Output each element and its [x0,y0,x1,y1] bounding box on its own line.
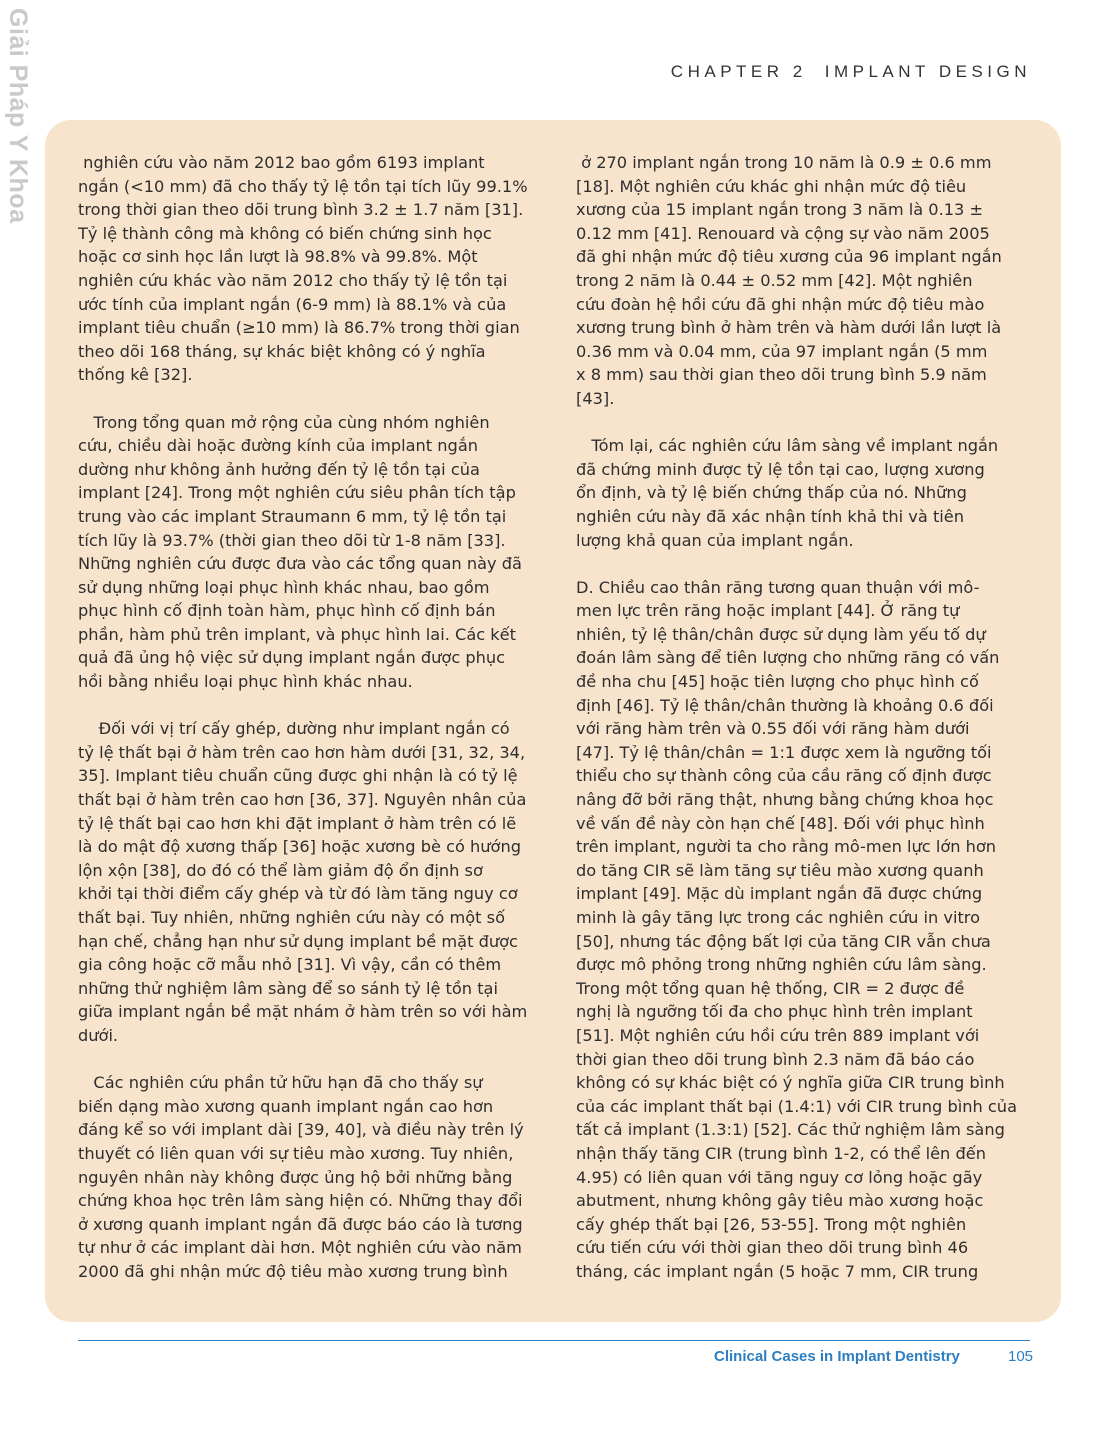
paragraph-gap [78,1048,534,1072]
text-line: về vấn đề này còn hạn chế [48]. Đối với phục hình [576,813,985,833]
text-line: nghiên cứu khác vào năm 2012 cho thấy tỷ lệ tồn tại [78,270,508,290]
text-line: nghị là ngưỡng tối đa cho phục hình trên implant [576,1002,973,1022]
text-line: nhiên, tỷ lệ thân/chân được sử dụng làm yếu tố dự [576,624,986,644]
text-line: nghiên cứu vào năm 2012 bao gồm 6193 implant [78,153,485,172]
text-line: nguyên nhân này không được ủng hộ bởi những bằng [78,1167,513,1187]
text-line: nhận thấy tăng CIR (trung bình 1-2, có thể lên đến [576,1143,986,1163]
text-line: đã ghi nhận mức độ tiêu xương của 96 implant ngắn [576,247,1002,267]
text-line: ổn định, và tỷ lệ biến chứng thấp của nó. Những [576,483,967,503]
text-line: D. Chiều cao thân răng tương quan thuận với mô- [576,577,980,597]
text-line: thuyết có liên quan với sự tiêu mào xương. Tuy nhiên, [78,1143,514,1163]
text-line: biến dạng mào xương quanh implant ngắn cao hơn [78,1096,494,1116]
text-line: 0.12 mm [41]. Renouard và cộng sự vào năm 2005 [576,223,990,243]
text-line: men lực trên răng hoặc implant [44]. Ở răng tự [576,601,960,621]
text-line: xương của 15 implant ngắn trong 3 năm là 0.13 ± [576,200,984,220]
text-line: thiểu cho sự thành công của cầu răng cố định được [576,766,992,786]
text-line: tự như ở các implant dài hơn. Một nghiên cứu vào năm [78,1238,522,1258]
watermark: Giải Pháp Y Khoa [4,8,32,224]
text-line: tháng, các implant ngắn (5 hoặc 7 mm, CIR trung [576,1261,979,1281]
footer-book-title: Clinical Cases in Implant Dentistry [714,1348,960,1365]
text-line: phần, hàm phủ trên implant, và phục hình lai. Các kết [78,624,516,644]
text-line: là do mật độ xương thấp [36] hoặc xương bè có hướng [78,837,521,857]
text-line: implant tiêu chuẩn (≥10 mm) là 86.7% trong thời gian [78,318,520,338]
text-line: thống kê [32]. [78,365,193,385]
text-line: [51]. Một nghiên cứu hồi cứu trên 889 implant với [576,1025,980,1045]
right-column [576,151,1016,1284]
text-line: hồi bằng nhiều loại phục hình khác nhau. [78,672,413,692]
text-line: thất bại ở hàm trên cao hơn [36, 37]. Nguyên nhân của [78,790,527,810]
paragraph-gap [576,411,1016,435]
running-head [671,62,1031,82]
text-line: chứng khoa học trên lâm sàng hiện có. Những thay đổi [78,1191,523,1211]
text-line: xương trung bình ở hàm trên và hàm dưới lần lượt là [576,318,1002,338]
text-line: nghiên cứu này đã xác nhận tính khả thi và tiên [576,506,965,526]
text-line: Tóm lại, các nghiên cứu lâm sàng về implant ngắn [576,436,999,456]
text-line: cứu, chiều dài hoặc đường kính của implant ngắn [78,436,479,456]
text-line: trên implant, người ta cho rằng mô-men lực lớn hơn [576,837,997,857]
text-line: [50], nhưng tác động bất lợi của tăng CIR vẫn chưa [576,931,991,951]
text-line: của các implant thất bại (1.4:1) với CIR trung bình của [576,1096,1017,1116]
paragraph-gap [576,552,1016,576]
text-line: ước tính của implant ngắn (6-9 mm) là 88.1% và của [78,294,507,314]
text-line: khởi tại thời điểm cấy ghép và từ đó làm tăng nguy cơ [78,884,518,904]
text-line: Trong một tổng quan hệ thống, CIR = 2 được đề [576,978,965,998]
text-line: dường như không ảnh hưởng đến tỷ lệ tồn tại của [78,459,480,479]
text-line: hạn chế, chẳng hạn như sử dụng implant bề mặt được [78,931,518,951]
text-line: ở xương quanh implant ngắn đã được báo cáo là tương [78,1214,523,1234]
text-line: giữa implant ngắn bề mặt nhám ở hàm trên so với hàm [78,1002,528,1022]
text-line: implant [24]. Trong một nghiên cứu siêu phân tích tập [78,483,516,503]
text-line: trung vào các implant Straumann 6 mm, tỷ lệ tồn tại [78,506,507,526]
text-line: Các nghiên cứu phần tử hữu hạn đã cho thấy sự [78,1073,483,1093]
text-line: đáng kể so với implant dài [39, 40], và điều này trên lý [78,1120,524,1140]
text-line: x 8 mm) sau thời gian theo dõi trung bình 5.9 năm [576,365,987,385]
text-line: 4.95) có liên quan với tăng nguy cơ lỏng hoặc gãy [576,1167,983,1187]
text-line: ngắn (<10 mm) đã cho thấy tỷ lệ tồn tại tích lũy 99.1% [78,176,528,196]
text-line: cứu đoàn hệ hồi cứu đã ghi nhận mức độ tiêu mào [576,294,985,314]
text-line: tích lũy là 93.7% (thời gian theo dõi từ 1-8 năm [33]. [78,530,506,550]
text-line: Đối với vị trí cấy ghép, dường như implant ngắn có [78,719,510,739]
text-line: tỷ lệ thất bại ở hàm trên cao hơn hàm dưới [31, 32, 34, [78,742,526,762]
text-line: đoán lâm sàng để tiên lượng cho những răng có vấn [576,648,1000,668]
page-number: 105 [1008,1348,1034,1365]
text-line: 2000 đã ghi nhận mức độ tiêu mào xương trung bình [78,1261,508,1281]
text-line: được mô phỏng trong những nghiên cứu lâm sàng. [576,955,987,975]
text-line: thời gian theo dõi trung bình 2.3 năm đã báo cáo [576,1049,975,1069]
text-line: [47]. Tỷ lệ thân/chân = 1:1 được xem là ngưỡng tối [576,742,992,762]
text-line: do tăng CIR sẽ làm tăng sự tiêu mào xương quanh [576,860,984,880]
text-line: minh là gây tăng lực trong các nghiên cứu in vitro [576,908,981,927]
text-line: 0.36 mm và 0.04 mm, của 97 implant ngắn (5 mm [576,341,988,361]
text-line: dưới. [78,1025,119,1045]
text-line: nâng đỡ bởi răng thật, nhưng bằng chứng khoa học [576,790,994,810]
text-line: abutment, nhưng không gây tiêu mào xương hoặc [576,1191,984,1211]
text-line: trong 2 năm là 0.44 ± 0.52 mm [42]. Một nghiên [576,270,973,290]
text-line: ở 270 implant ngắn trong 10 năm là 0.9 ± 0.6 mm [576,153,992,172]
text-line: [43]. [576,388,615,408]
text-line: thất bại. Tuy nhiên, những nghiên cứu này có một số [78,908,505,927]
text-line: tất cả implant (1.3:1) [52]. Các thử nghiệm lâm sàng [576,1120,1005,1140]
text-line: lượng khả quan của implant ngắn. [576,530,854,550]
text-line: định [46]. Tỷ lệ thân/chân thường là khoảng 0.6 đối [576,695,994,715]
text-line: không có sự khác biệt có ý nghĩa giữa CIR trung bình [576,1073,1005,1093]
text-line: Tỷ lệ thành công mà không có biến chứng sinh học [78,223,492,243]
text-line: cứu tiến cứu với thời gian theo dõi trung bình 46 [576,1238,969,1258]
text-line: phục hình cố định toàn hàm, phục hình cố định bán [78,601,496,621]
text-line: gia công hoặc cỡ mẫu nhỏ [31]. Vì vậy, cần có thêm [78,955,502,975]
text-line: cấy ghép thất bại [26, 53-55]. Trong một nghiên [576,1214,967,1234]
text-line: quả đã ủng hộ việc sử dụng implant ngắn được phục [78,648,506,668]
text-line: 35]. Implant tiêu chuẩn cũng được ghi nhận là có tỷ lệ [78,766,518,786]
text-line: hoặc cơ sinh học lần lượt là 98.8% và 99.8%. Một [78,247,478,267]
paragraph-gap [78,694,534,718]
chapter-title: IMPLANT DESIGN [824,62,1031,81]
footer-divider [78,1340,1030,1341]
text-line: [18]. Một nghiên cứu khác ghi nhận mức độ tiêu [576,176,967,196]
text-line: theo dõi 168 tháng, sự khác biệt không có ý nghĩa [78,341,486,361]
text-line: đề nha chu [45] hoặc tiên lượng cho phục hình cố [576,672,979,692]
text-line: Những nghiên cứu được đưa vào các tổng quan này đã [78,554,522,574]
text-line: lộn xộn [38], do đó có thể làm giảm độ ổn định sơ [78,860,483,880]
text-line: với răng hàm trên và 0.55 đối với răng hàm dưới [576,719,970,739]
text-line: Trong tổng quan mở rộng của cùng nhóm nghiên [78,412,490,432]
chapter-label: CHAPTER 2 [670,62,807,81]
text-line: tỷ lệ thất bại cao hơn khi đặt implant ở hàm trên có lẽ [78,813,517,833]
text-line: sử dụng những loại phục hình khác nhau, bao gồm [78,577,490,597]
left-column [78,151,534,1284]
text-line: implant [49]. Mặc dù implant ngắn đã được chứng [576,884,983,904]
text-line: trong thời gian theo dõi trung bình 3.2 ± 1.7 năm [31]. [78,200,524,220]
text-line: những thử nghiệm lâm sàng để so sánh tỷ lệ tồn tại [78,978,498,998]
paragraph-gap [78,387,534,411]
text-line: đã chứng minh được tỷ lệ tồn tại cao, lượng xương [576,459,985,479]
